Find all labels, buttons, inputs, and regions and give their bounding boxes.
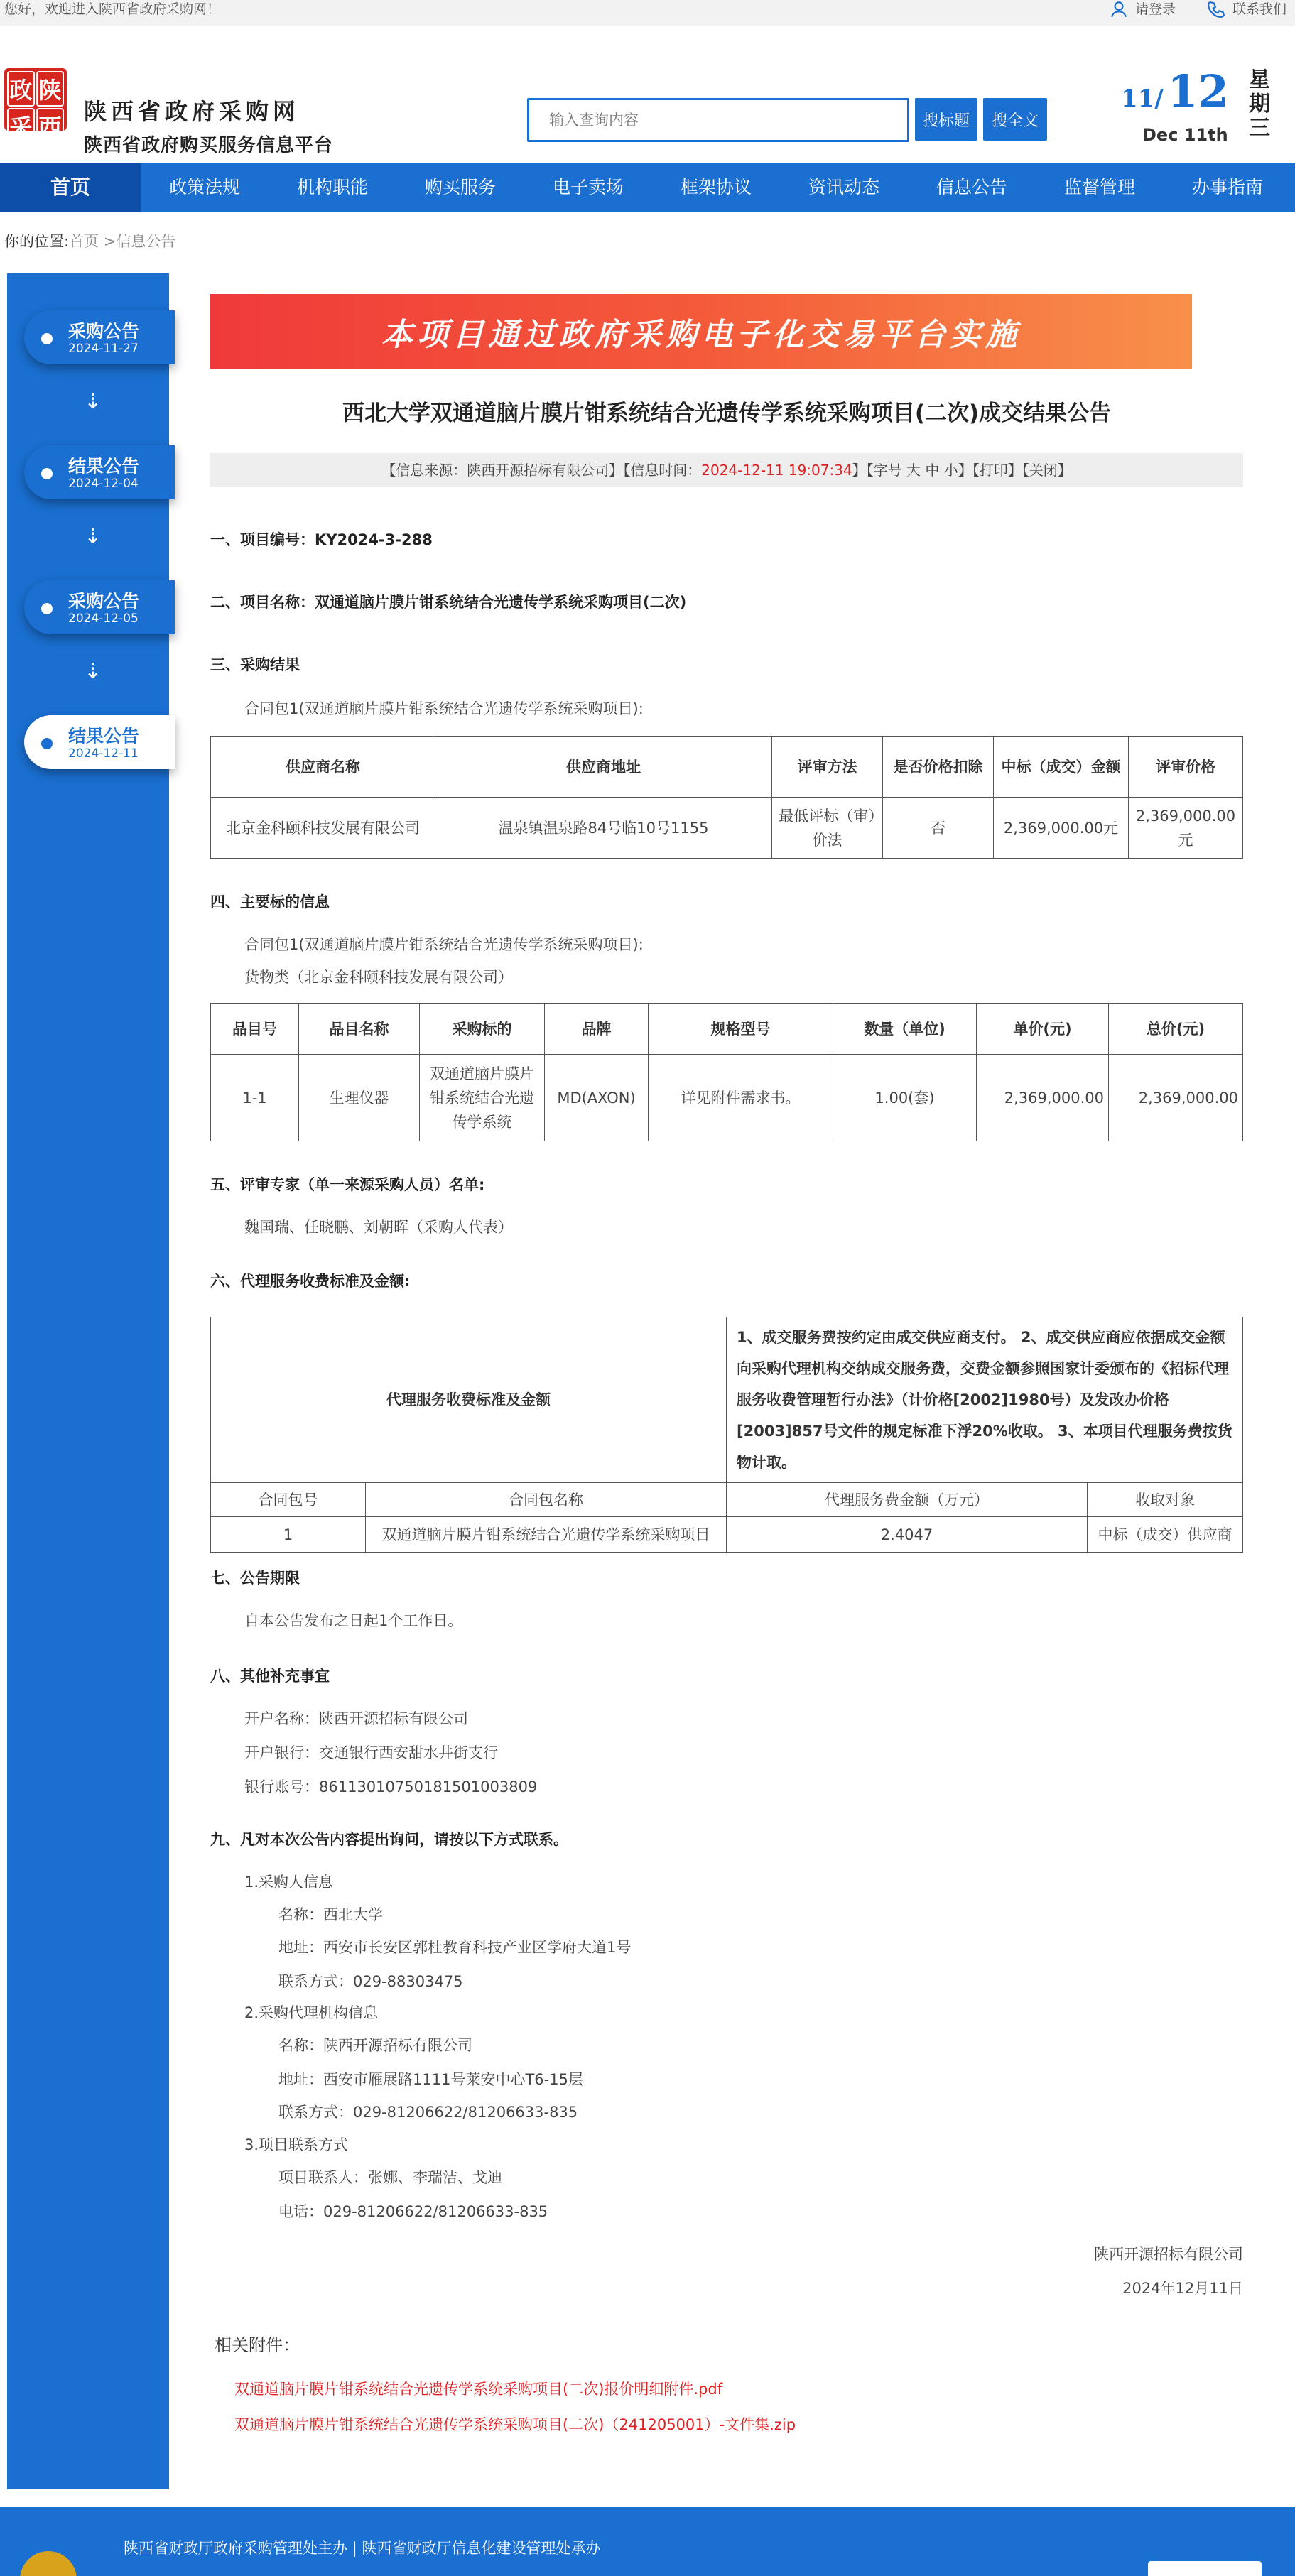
- emblem-icon: [20, 2551, 77, 2576]
- attachments-heading: 相关附件：: [215, 2335, 300, 2355]
- section-contact: 九、凡对本次公告内容提出询问，请按以下方式联系。: [210, 1831, 568, 1848]
- welcome-text: 您好，欢迎进入陕西省政府采购网！: [4, 1, 221, 17]
- search-fulltext-button[interactable]: 搜全文: [983, 98, 1047, 141]
- timeline-item[interactable]: 采购公告 2024-12-05: [24, 580, 175, 634]
- attachment-link[interactable]: 双通道脑片膜片钳系统结合光遗传学系统采购项目(二次)报价明细附件.pdf: [234, 2381, 723, 2398]
- announcement-content: 本项目通过政府采购电子化交易平台实施 西北大学双通道脑片膜片钳系统结合光遗传学系统采购项目(二次)成交结果公告 【信息来源：陕西开源招标有限公司】【信息时间：2024-12-11 19:07:34】【字号 大 中 小】【打印】【关闭】 一、项目编号：KY2024-3-288 二、项目名称：双通道脑片膜片钳系统结合光遗传学系统采购项目(二次) 三、采购结果 合同包1(双通道脑片膜片钳系统结合光遗传学系统采购项目): 供应商名称 供应商地址 评审方法 是否价格扣除 中标（成交）金额 评审价格 北京金科颐科技发展有限公司 温泉镇温泉路84号临10号1155 最低评标（审）价法 否 2,369,000.00元 2,369,000.00元 四、主要标的信息 合同包1(双通道脑片膜片钳系统结合光遗传学系统采购项目): 货物类（北京金科颐科技发展有限公司） 品目号 品目名称 采购标的 品牌 规格型号 数量（单位) 单价(元) 总价(元) 1-1 生理仪器 双通道脑片膜片钳系统结合光遗传学系统 MD(AXON) 详见附件需求书。 1.00(套) 2,369,000.00 2,369,000.00 五、评审专家（单一来源采购人员）名单: 魏国瑞、任晓鹏、刘朝晖（采购人代表） 六、代理服务收费标准及金额: 代理服务收费标准及金额 1、成交服务费按约定由成交供应商支付。 2、成交供应商应依据成交金额向采购代理机构交纳成交服务费，交费金额参照国家计委颁布的《招标代理服务收费管理暂行办法》（计价格[2002]1980号）及发改办价格[2003]857号文件的规定标准下浮20%收取。 3、本项目代理服务费按货物计取。 合同包号 合同包名称 代理服务费金额（万元） 收取对象 1 双通道脑片膜片钳系统结合光遗传学系统采购项目 2.4047 中标（成交）供应商 七、公告期限 自本公告发布之日起1个工作日。 八、其他补充事宜 开户名称：陕西开源招标有限公司 开户银行：交通银行西安甜水井街支行 银行账号：861130107501815010038​09 九、凡对本次公告内容提出询问，请按以下方式联系。 1.采购人信息 名称：西北大学 地址：西安市长安区郭杜教育科技产业区学府大道1号 联系方式：029-88303475 2.采购代理机构信息 名称：陕西开源招标有限公司 地址：西安市雁展路1111号莱安中心T6-15层 联系方式：029-81206622/81206633-835 3.项目联系方式 项目联系人：张娜、李瑞洁、戈迪 电话：029-81206622/81206633-835 陕西开源招标有限公司 2024年12月11日: [210, 294, 1243, 369]
- section-main-items: 四、主要标的信息: [210, 893, 330, 911]
- weekday: 星期三: [1249, 67, 1270, 141]
- top-strip: [0, 0, 1295, 26]
- nav-announcements[interactable]: 信息公告: [936, 177, 1007, 197]
- dot-icon: [41, 468, 53, 479]
- nav-policy[interactable]: 政策法规: [168, 177, 240, 197]
- date-english: Dec 11th: [1142, 125, 1228, 145]
- nav-purchase-service[interactable]: 购买服务: [424, 177, 496, 197]
- section-period: 七、公告期限: [210, 1570, 300, 1587]
- phone-icon: [1207, 0, 1225, 18]
- nav-guide[interactable]: 办事指南: [1191, 177, 1263, 197]
- site-header: [0, 26, 1295, 165]
- site-subtitle: 陕西省政府购买服务信息平台: [84, 135, 334, 156]
- signature-org: 陕西开源招标有限公司: [1094, 2246, 1243, 2263]
- table-row: 1-1 生理仪器 双通道脑片膜片钳系统结合光遗传学系统 MD(AXON) 详见附件需求书。 1.00(套) 2,369,000.00 2,369,000.00: [211, 1055, 1243, 1141]
- breadcrumb-home[interactable]: 首页: [69, 233, 99, 250]
- breadcrumb-current[interactable]: 信息公告: [116, 233, 176, 250]
- arrow-down-icon: ⇣: [84, 524, 102, 549]
- e-platform-banner: 本项目通过政府采购电子化交易平台实施: [210, 294, 1192, 369]
- main-nav: [0, 163, 1295, 212]
- arrow-down-icon: ⇣: [84, 659, 102, 684]
- nav-home[interactable]: 首页: [0, 163, 141, 212]
- contact-link[interactable]: 联系我们: [1207, 0, 1286, 18]
- dot-icon: [41, 333, 53, 344]
- section-project-name: 二、项目名称：双通道脑片膜片钳系统结合光遗传学系统采购项目(二次): [210, 594, 687, 611]
- timeline-sidebar: [7, 273, 169, 2489]
- login-link[interactable]: 请登录: [1110, 0, 1176, 18]
- nav-framework[interactable]: 框架协议: [680, 177, 752, 197]
- section-supplement: 八、其他补充事宜: [210, 1668, 330, 1685]
- footer-text: 陕西省财政厅政府采购管理处主办 | 陕西省财政厅信息化建设管理处承办: [124, 2540, 601, 2557]
- section-result: 三、采购结果: [210, 656, 300, 673]
- section-agency-fee: 六、代理服务收费标准及金额:: [210, 1273, 411, 1290]
- fee-table: 代理服务收费标准及金额 1、成交服务费按约定由成交供应商支付。 2、成交供应商应依据成交金额向采购代理机构交纳成交服务费，交费金额参照国家计委颁布的《招标代理服务收费管理暂行办法》（计价格[2002]1980号）及发改办价格[2003]857号文件的规定标准下浮20%收取。 3、本项目代理服务费按货物计取。 合同包号 合同包名称 代理服务费金额（万元） 收取对象 1 双通道脑片膜片钳系统结合光遗传学系统采购项目 2.4047 中标（成交）供应商: [210, 1317, 1243, 1553]
- section-project-number: 一、项目编号：KY2024-3-288: [210, 531, 433, 548]
- result-table: 供应商名称 供应商地址 评审方法 是否价格扣除 中标（成交）金额 评审价格 北京金科颐科技发展有限公司 温泉镇温泉路84号临10号1155 最低评标（审）价法 否 2,369,000.00元 2,369,000.00元: [210, 736, 1243, 859]
- info-bar: 【信息来源：陕西开源招标有限公司】【信息时间：2024-12-11 19:07:34】【字号 大 中 小】【打印】【关闭】: [210, 453, 1243, 487]
- goods-table: 品目号 品目名称 采购标的 品牌 规格型号 数量（单位) 单价(元) 总价(元) 1-1 生理仪器 双通道脑片膜片钳系统结合光遗传学系统 MD(AXON) 详见附件需求书。 1.00(套) 2,369,000.00 2,369,000.00: [210, 1003, 1243, 1141]
- search-input[interactable]: [527, 98, 909, 142]
- nav-news[interactable]: 资讯动态: [808, 177, 879, 197]
- site-name: 陕西省政府采购网: [84, 98, 300, 125]
- section-experts: 五、评审专家（单一来源采购人员）名单:: [210, 1176, 485, 1193]
- timeline-item-active[interactable]: 结果公告 2024-12-11: [24, 715, 175, 769]
- dot-icon: [41, 738, 53, 749]
- search-title-button[interactable]: 搜标题: [915, 98, 977, 141]
- nav-e-mall[interactable]: 电子卖场: [552, 177, 624, 197]
- timeline-item[interactable]: 结果公告 2024-12-04: [24, 445, 175, 499]
- publish-time: 2024-12-11 19:07:34: [701, 462, 852, 479]
- announcement-title: 西北大学双通道脑片膜片钳系统结合光遗传学系统采购项目(二次)成交结果公告: [342, 401, 1112, 426]
- top-links: [1110, 0, 1286, 18]
- timeline-item[interactable]: 采购公告 2024-11-27: [24, 310, 175, 364]
- site-logo[interactable]: 政 陕 采 西: [4, 68, 67, 131]
- attachment-link[interactable]: 双通道脑片膜片钳系统结合光遗传学系统采购项目(二次)（241205001）-文件集.zip: [234, 2416, 796, 2433]
- table-row: 北京金科颐科技发展有限公司 温泉镇温泉路84号临10号1155 最低评标（审）价法 否 2,369,000.00元 2,369,000.00元: [211, 798, 1243, 859]
- contract-package: 合同包1(双通道脑片膜片钳系统结合光遗传学系统采购项目):: [244, 700, 644, 717]
- government-badge-icon[interactable]: [1148, 2561, 1262, 2576]
- date-display: 11/ 12: [1121, 65, 1229, 117]
- arrow-down-icon: ⇣: [84, 389, 102, 414]
- dot-icon: [41, 603, 53, 614]
- site-footer: [0, 2507, 1295, 2576]
- signature-date: 2024年12月11日: [1122, 2280, 1243, 2297]
- table-row: 1 双通道脑片膜片钳系统结合光遗传学系统采购项目 2.4047 中标（成交）供应商: [211, 1517, 1243, 1553]
- breadcrumb: 你的位置:首页 >信息公告: [4, 233, 176, 250]
- nav-supervision[interactable]: 监督管理: [1063, 177, 1135, 197]
- user-icon: [1110, 0, 1128, 18]
- nav-institution[interactable]: 机构职能: [296, 177, 368, 197]
